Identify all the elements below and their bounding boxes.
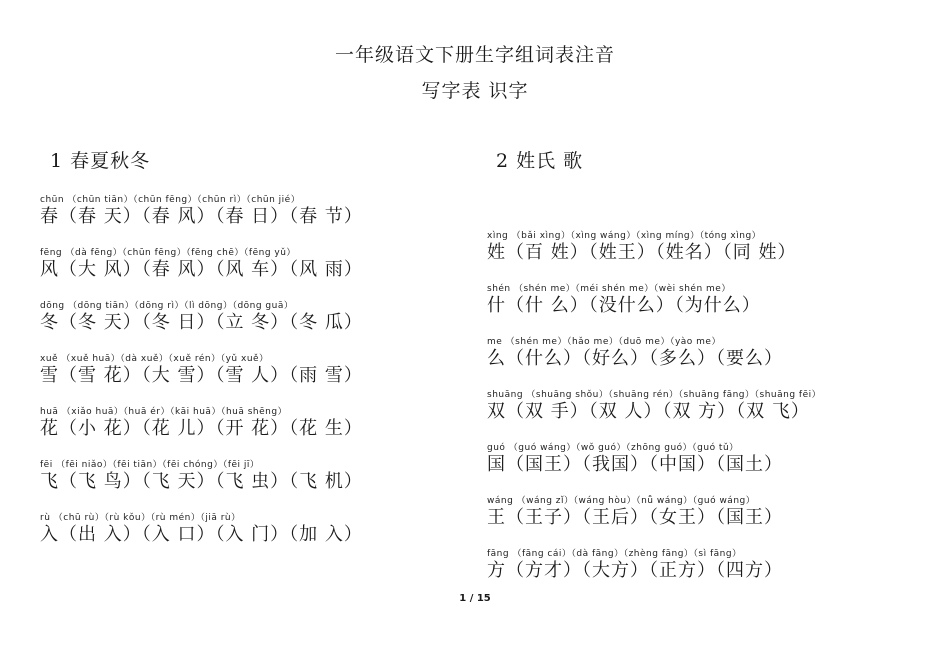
pinyin-row: rù （chū rù）（rù kǒu）（rù mén）（jiā rù） — [40, 513, 241, 523]
hanzi-row: 风（大 风）（春 风）（风 车）（风 雨） — [40, 259, 363, 280]
pinyin-row: chūn （chūn tiān）（chūn fēng）（chūn rì）（chūn jié） — [40, 195, 301, 205]
pinyin-row: huā （xiǎo huā）（huā ér）（kāi huā）（huā shēng） — [40, 407, 288, 417]
page-indicator: 1 / 15 — [459, 593, 491, 604]
hanzi-row: 雪（雪 花）（大 雪）（雪 人）（雨 雪） — [40, 365, 363, 386]
pinyin-row: xuě （xuě huā）（dà xuě）（xuě rén）（yǔ xuě） — [40, 354, 269, 364]
hanzi-row: 入（出 入）（入 口）（入 门）（加 入） — [40, 524, 363, 545]
pinyin-row: me （shén me）（hǎo me）（duō me）（yào me） — [487, 337, 721, 347]
pinyin-row: fēng （dà fēng）（chūn fēng）（fēng chē）（fēng yǔ） — [40, 248, 296, 258]
hanzi-row: 么（什么）（好么）（多么）（要么） — [487, 348, 783, 369]
hanzi-row: 飞（飞 鸟）（飞 天）（飞 虫）（飞 机） — [40, 471, 363, 492]
hanzi-row: 双（双 手）（双 人）（双 方）（双 飞） — [487, 401, 810, 422]
hanzi-row: 王（王子）（王后）（女王）（国王） — [487, 507, 783, 528]
hanzi-row: 姓（百 姓）（姓王）（姓名）（同 姓） — [487, 242, 797, 263]
pinyin-row: xìng （bǎi xìng）（xìng wáng）（xìng míng）（tóng xìng） — [487, 231, 762, 241]
pinyin-row: guó （guó wáng）（wǒ guó）（zhōng guó）（guó tǔ） — [487, 443, 739, 453]
section-heading-1: 1 春夏秋冬 — [50, 150, 151, 172]
hanzi-row: 国（国王）（我国）（中国）（国土） — [487, 454, 783, 475]
section-heading-2: 2 姓氏 歌 — [496, 150, 584, 172]
pinyin-row: dōng （dōng tiān）（dōng rì）（lì dōng）（dōng guā） — [40, 301, 294, 311]
hanzi-row: 冬（冬 天）（冬 日）（立 冬）（冬 瓜） — [40, 312, 363, 333]
pinyin-row: shuāng （shuāng shǒu）（shuāng rén）（shuāng fāng）（shuāng fēi） — [487, 390, 822, 400]
pinyin-row: wáng （wáng zǐ）（wáng hòu）（nǚ wáng）（guó wáng） — [487, 496, 756, 506]
pinyin-row: shén （shén me）（méi shén me）（wèi shén me） — [487, 284, 731, 294]
pinyin-row: fēi （fēi niǎo）（fēi tiān）（fēi chóng）（fēi jī） — [40, 460, 260, 470]
hanzi-row: 方（方才）（大方）（正方）（四方） — [487, 560, 783, 581]
hanzi-row: 春（春 天）（春 风）（春 日）（春 节） — [40, 206, 363, 227]
pinyin-row: fāng （fāng cái）（dà fāng）（zhèng fāng）（sì fāng） — [487, 549, 742, 559]
page-subtitle: 写字表 识字 — [421, 80, 529, 102]
hanzi-row: 什（什 么）（没什么）（为什么） — [487, 295, 761, 316]
page-title: 一年级语文下册生字组词表注音 — [334, 44, 615, 66]
hanzi-row: 花（小 花）（花 儿）（开 花）（花 生） — [40, 418, 363, 439]
